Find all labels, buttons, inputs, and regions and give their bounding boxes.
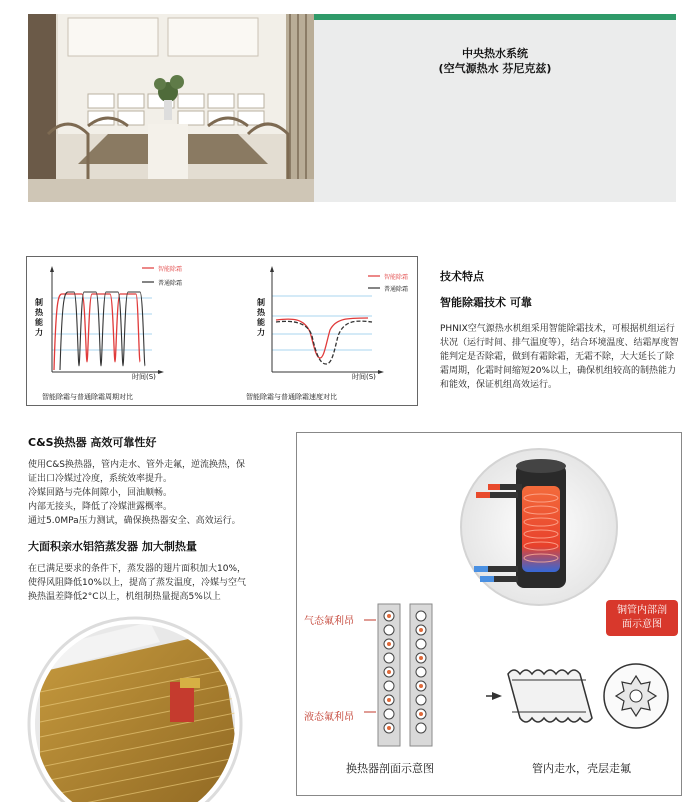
- copper-tag-line1: 铜管内部剖: [617, 605, 667, 616]
- copper-section-tag: [606, 600, 678, 636]
- hero-accent-bar: [314, 14, 676, 20]
- legend-normal-label: 普通除霜: [158, 280, 183, 287]
- cycle-comparison-chart: [48, 262, 208, 380]
- copper-tube-body: [508, 670, 592, 722]
- x-axis-label: 时间(S): [352, 373, 376, 381]
- exchanger-section-caption: 换热器剖面示意图: [346, 762, 434, 775]
- dining-room-illustration: [28, 14, 314, 202]
- exchanger-line: 冷媒回路与壳体间隙小，回油顺畅。: [28, 488, 173, 498]
- y-axis-arrow: [50, 266, 54, 272]
- cylinder-core: [522, 486, 560, 572]
- evaporator-line: 在已满足要求的条件下，蒸发器的翅片面积加大10%，: [28, 564, 247, 574]
- evaporator-line: 换热温差降低2°C以上，机组制热量提高5%以上: [28, 592, 221, 602]
- chart-caption: 智能除霜与普通除霜周期对比: [42, 393, 133, 401]
- y-axis-label: 制热能力: [257, 298, 265, 337]
- x-axis-arrow: [158, 370, 164, 374]
- tech-heading: 技术特点: [440, 270, 484, 283]
- hero-title-panel: [314, 14, 676, 202]
- evaporator-text: [28, 562, 290, 604]
- y-axis-label: 制热能力: [35, 298, 43, 337]
- evaporator-fin-photo: [20, 612, 250, 802]
- copper-tube-caption: 管内走水，壳层走氟: [532, 762, 631, 775]
- exchanger-line: 证出口冷媒过冷度，系统效率提升。: [28, 474, 173, 484]
- exchanger-cylinder-illustration: [458, 446, 620, 608]
- copper-tube-illustration: [486, 656, 674, 736]
- legend-smart-label: 智能除霜: [158, 266, 183, 273]
- hero-title-line1: 中央热水系统: [462, 47, 528, 60]
- exchanger-section-illustration: [376, 600, 434, 750]
- exchanger-heading: C&S换热器 高效可靠性好: [28, 436, 157, 449]
- exchanger-text: [28, 458, 290, 528]
- liquid-refrigerant-label: 液态氟利昂: [304, 712, 354, 723]
- gas-refrigerant-label: 气态氟利昂: [304, 616, 354, 627]
- legend-smart-label: 智能除霜: [384, 274, 409, 281]
- hero-title: [314, 46, 676, 76]
- y-axis-arrow: [270, 266, 274, 272]
- evaporator-heading: 大面积亲水铝箔蒸发器 加大制热量: [28, 540, 197, 553]
- exchanger-line: 通过5.0MPa压力测试，确保换热器安全、高效运行。: [28, 516, 241, 526]
- refrigerant-pointers: [364, 616, 378, 716]
- legend-normal-label: 普通除霜: [384, 286, 409, 293]
- tech-subheading: 智能除霜技术 可靠: [440, 296, 532, 309]
- smart-defrost-line: [54, 294, 140, 370]
- normal-defrost-line: [276, 321, 372, 364]
- tech-paragraph: PHNIX空气源热水机组采用智能除霜技术，可根据机组运行状况（运行时间、排气温度等），结合环境温度、结霜厚度智能判定是否除霜，做到有霜除霜，无霜不除，大大延长了除霜周期，化霜时间缩短20%以上，确保机组较高的制热能力和能效，保证机组高效运行。: [440, 324, 679, 390]
- hero-dining-room-photo: [28, 14, 314, 202]
- x-axis-arrow: [378, 370, 384, 374]
- normal-defrost-line: [60, 292, 145, 370]
- exchanger-line: 使用C&S换热器，管内走水、管外走氟，逆流换热，保: [28, 460, 246, 470]
- x-axis-label: 时间(S): [132, 373, 156, 381]
- exchanger-line: 内部无接头，降低了冷媒泄露概率。: [28, 502, 173, 512]
- evaporator-line: 使得风阻降低10%以上，提高了蒸发温度，冷媒与空气: [28, 578, 247, 588]
- copper-tag-line2: 面示意图: [622, 619, 662, 630]
- hero-title-line2: (空气源热水 芬尼克兹): [438, 62, 552, 75]
- chart-caption: 智能除霜与普通除霜速度对比: [246, 393, 337, 401]
- smart-defrost-line: [276, 318, 368, 358]
